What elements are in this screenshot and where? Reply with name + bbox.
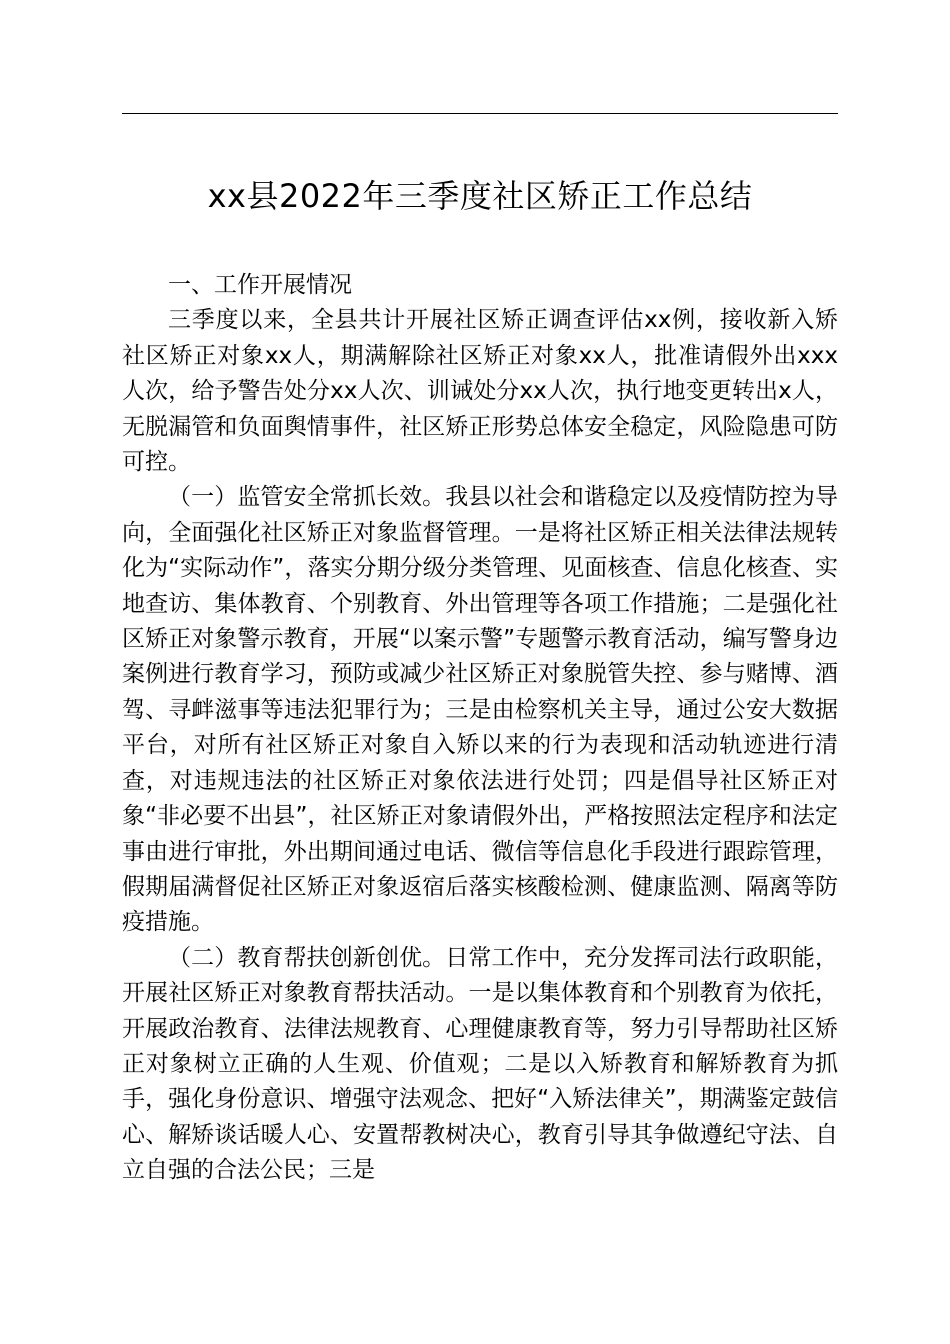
section-heading: 一、工作开展情况 bbox=[168, 272, 352, 298]
paragraph-supervision: （一）监管安全常抓长效。我县以社会和谐稳定以及疫情防控为导向，全面强化社区矫正对象监督管理。一是将社区矫正相关法律法规转化为“实际动作”，落实分期分级分类管理、见面核查、信息化核查、实地查访、集体教育、个别教育、外出管理等各项工作措施；二是强化社区矫正对象警示教育，开展“以案示警”专题警示教育活动，编写警身边案例进行教育学习，预防或减少社区矫正对象脱管失控、参与赌博、酒驾、寻衅滋事等违法犯罪行为；三是由检察机关主导，通过公安大数据平台，对所有社区矫正对象自入矫以来的行为表现和活动轨迹进行清查，对违规违法的社区矫正对象依法进行处罚；四是倡导社区矫正对象“非必要不出县”，社区矫正对象请假外出，严格按照法定程序和法定事由进行审批，外出期间通过电话、微信等信息化手段进行跟踪管理，假期届满督促社区矫正对象返宿后落实核酸检测、健康监测、隔离等防疫措施。 bbox=[122, 484, 838, 936]
document-body bbox=[122, 268, 838, 1189]
page-title: xx县2022年三季度社区矫正工作总结 bbox=[207, 177, 753, 215]
header-rule bbox=[122, 113, 838, 114]
paragraph-education: （二）教育帮扶创新创优。日常工作中，充分发挥司法行政职能，开展社区矫正对象教育帮扶活动。一是以集体教育和个别教育为依托，开展政治教育、法律法规教育、心理健康教育等，努力引导帮助社区矫正对象树立正确的人生观、价值观；二是以入矫教育和解矫教育为抓手，强化身份意识、增强守法观念、把好“入矫法律关”，期满鉴定鼓信心、解矫谈话暖人心、安置帮教树决心，教育引导其争做遵纪守法、自立自强的合法公民；三是 bbox=[122, 944, 838, 1184]
paragraph-overview: 三季度以来，全县共计开展社区矫正调查评估xx例，接收新入矫社区矫正对象xx人，期满解除社区矫正对象xx人，批准请假外出xxx人次，给予警告处分xx人次、训诫处分xx人次，执行地变更转出x人，无脱漏管和负面舆情事件，社区矫正形势总体安全稳定，风险隐患可防可控。 bbox=[122, 307, 838, 476]
